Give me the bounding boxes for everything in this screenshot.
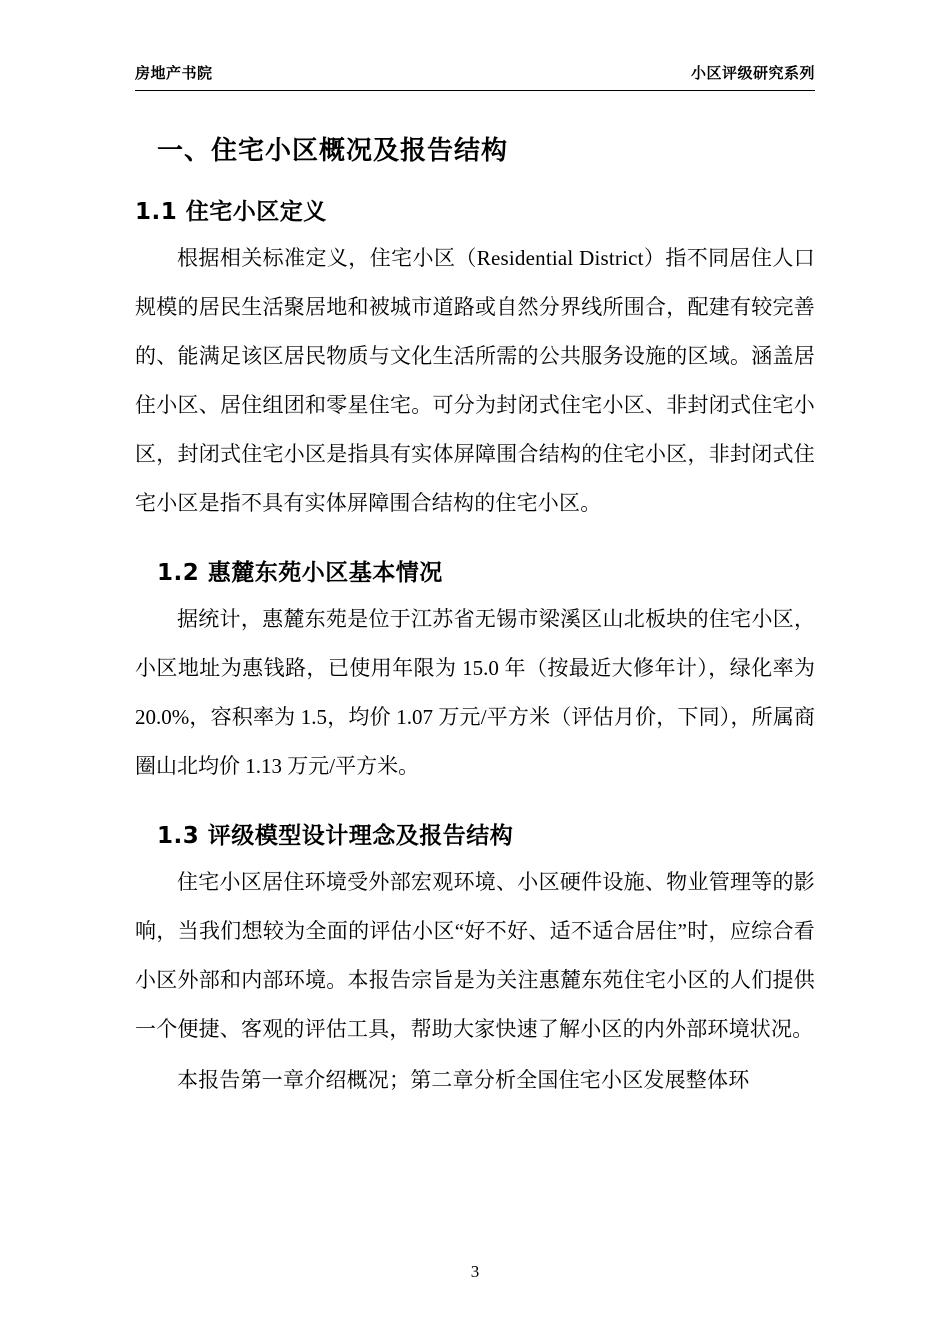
- section-1-1-paragraph: 根据相关标准定义，住宅小区（Residential District）指不同居住人口规模的居民生活聚居地和被城市道路或自然分界线所围合，配建有较完善的、能满足该区居民物质与文化生活所需的公共服务设施的区域。涵盖居住小区、居住组团和零星住宅。可分为封闭式住宅小区、非封闭式住宅小区，封闭式住宅小区是指具有实体屏障围合结构的住宅小区，非封闭式住宅小区是指不具有实体屏障围合结构的住宅小区。: [135, 246, 815, 515]
- section-1-3-paragraph-1: 住宅小区居住环境受外部宏观环境、小区硬件设施、物业管理等的影响，当我们想较为全面的评估小区“好不好、适不适合居住”时，应综合看小区外部和内部环境。本报告宗旨是为关注惠麓东苑住宅小区的人们提供一个便捷、客观的评估工具，帮助大家快速了解小区的内外部环境状况。: [135, 870, 815, 1041]
- header-right-text: 小区评级研究系列: [690, 64, 815, 82]
- chapter-title: 一、住宅小区概况及报告结构: [157, 136, 509, 166]
- page-header: [135, 62, 815, 91]
- section-1-3-paragraph-2: 本报告第一章介绍概况；第二章分析全国住宅小区发展整体环: [177, 1068, 750, 1092]
- section-1-3-heading: 1.3 评级模型设计理念及报告结构: [157, 823, 514, 849]
- page-number: 3: [470, 1262, 480, 1281]
- section-1-2-heading: 1.2 惠麓东苑小区基本情况: [157, 560, 443, 586]
- section-1-2-paragraph: 据统计，惠麓东苑是位于江苏省无锡市梁溪区山北板块的住宅小区，小区地址为惠钱路，已使用年限为 15.0 年（按最近大修年计），绿化率为 20.0%，容积率为 1.5，均价 1.07 万元/平方米（评估月价，下同），所属商圈山北均价 1.13 万元/平方米。: [135, 607, 815, 778]
- header-left-text: 房地产书院: [135, 64, 213, 82]
- page-content: [135, 112, 815, 1107]
- section-1-1-heading: 1.1 住宅小区定义: [135, 199, 327, 225]
